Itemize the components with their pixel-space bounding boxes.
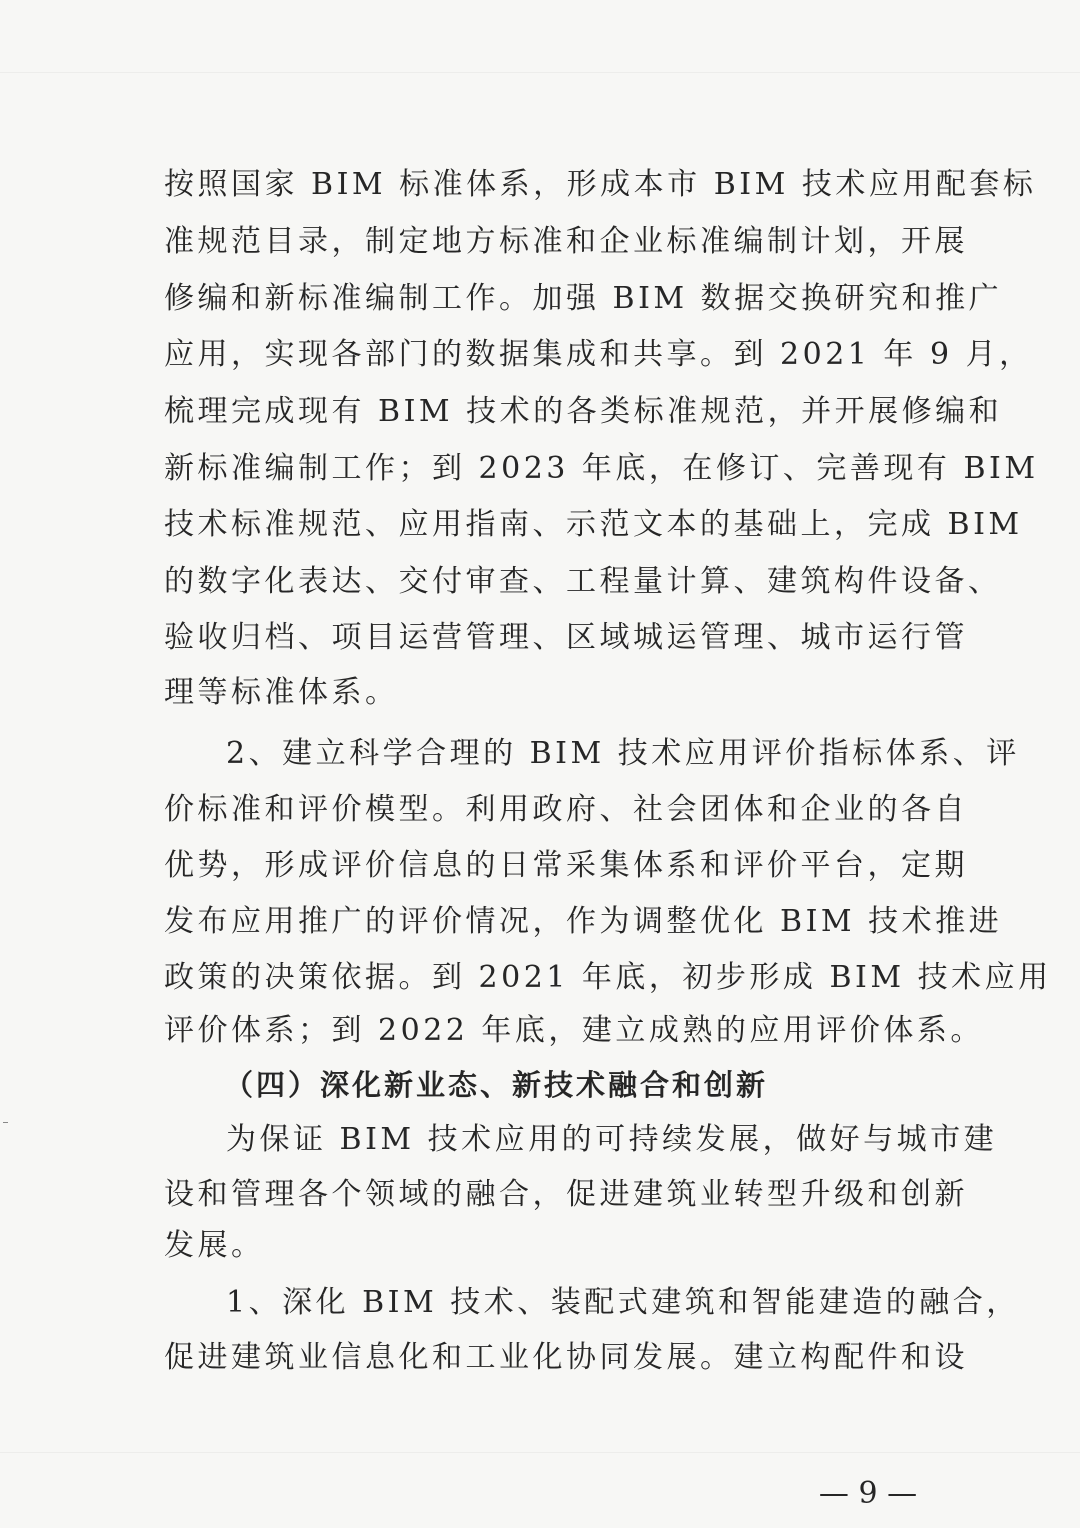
scan-edge-mark [3,1122,8,1123]
body-text-line: 按照国家 BIM 标准体系，形成本市 BIM 技术应用配套标 [164,167,1037,202]
body-text-line: 设和管理各个领域的融合，促进建筑业转型升级和创新 [164,1177,968,1212]
body-text-line: 发布应用推广的评价情况，作为调整优化 BIM 技术推进 [164,904,1003,939]
body-text-line: 1、深化 BIM 技术、装配式建筑和智能建造的融合， [226,1285,1020,1320]
body-text-line: 的数字化表达、交付审查、工程量计算、建筑构件设备、 [164,564,1002,599]
body-text-line: 新标准编制工作；到 2023 年底，在修订、完善现有 BIM [164,451,1039,486]
body-text-line: 梳理完成现有 BIM 技术的各类标准规范，并开展修编和 [164,394,1003,429]
page-number: — 9 — [818,1476,918,1511]
section-heading: （四）深化新业态、新技术融合和创新 [224,1068,769,1102]
body-text-line: 验收归档、项目运营管理、区域城运管理、城市运行管 [164,620,968,655]
body-text-line: 政策的决策依据。到 2021 年底，初步形成 BIM 技术应用 [164,960,1052,995]
body-text-line: 促进建筑业信息化和工业化协同发展。建立构配件和设 [164,1340,968,1375]
body-text-line: 评价体系；到 2022 年底，建立成熟的应用评价体系。 [164,1013,984,1048]
body-text-line: 修编和新标准编制工作。加强 BIM 数据交换研究和推广 [164,281,1003,316]
body-text-line: 发展。 [164,1228,265,1263]
body-text-line: 价标准和评价模型。利用政府、社会团体和企业的各自 [164,792,968,827]
body-text-line: 准规范目录，制定地方标准和企业标准编制计划，开展 [164,224,968,259]
scan-shadow-line [0,72,1080,73]
body-text-line: 优势，形成评价信息的日常采集体系和评价平台，定期 [164,848,968,883]
body-text-line: 应用，实现各部门的数据集成和共享。到 2021 年 9 月， [164,337,1033,372]
body-text-line: 技术标准规范、应用指南、示范文本的基础上，完成 BIM [164,507,1023,542]
body-text-line: 2、建立科学合理的 BIM 技术应用评价指标体系、评 [226,736,1020,771]
body-text-line: 理等标准体系。 [164,675,399,710]
body-text-line: 为保证 BIM 技术应用的可持续发展，做好与城市建 [226,1122,998,1157]
scan-shadow-line [0,1452,1080,1453]
